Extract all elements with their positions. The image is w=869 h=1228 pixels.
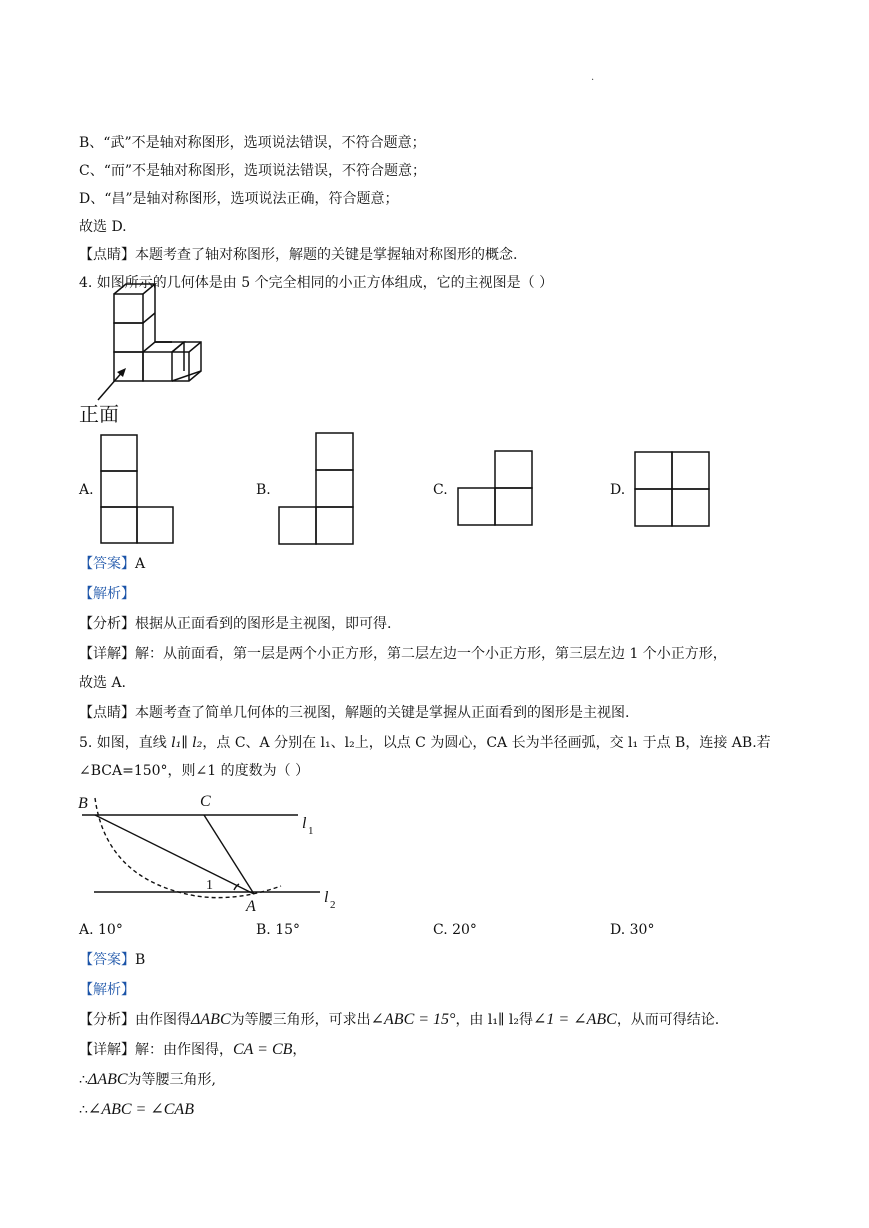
question-5-line2: ∠BCA=150°，则∠1 的度数为（ ） [79, 763, 310, 779]
label-l1-sub: 1 [308, 825, 314, 837]
xiangjie-tag: 【详解】 [79, 646, 135, 662]
fenxi-tag: 【分析】 [79, 1012, 135, 1028]
question-4: 4. 如图所示的几何体是由 5 个完全相同的小正方体组成，它的主视图是（ ） [79, 275, 554, 291]
math-expr: CA = CB [233, 1041, 293, 1058]
remark-text: 本题考查了轴对称图形，解题的关键是掌握轴对称图形的概念. [135, 247, 518, 263]
answer-tag: 【答案】 [79, 952, 135, 968]
option-b-figure [278, 432, 356, 546]
text-line: D、“昌”是轴对称图形，选项说法正确，符合题意； [79, 191, 399, 207]
analysis-tag: 【解析】 [79, 586, 135, 602]
option-d-label: D. [610, 482, 626, 498]
option-b-label: B. [256, 482, 271, 498]
fenxi-line [79, 1011, 719, 1029]
option-a-label: A. [79, 482, 94, 498]
text-line: 故选 A. [79, 675, 127, 691]
therefore-symbol: ∴ [79, 1072, 88, 1088]
label-l2-sub: 2 [330, 899, 336, 911]
answer-line [79, 555, 145, 573]
fenxi-text-c: ，由 l₁∥ l₂得 [455, 1012, 533, 1028]
q5-option-d: D. 30° [610, 922, 655, 938]
answer-tag: 【答案】 [79, 556, 135, 572]
q5-option-a: A. 10° [79, 922, 123, 938]
remark-line [79, 246, 517, 264]
fenxi-line [79, 615, 391, 633]
math-expr: ΔABC [191, 1011, 231, 1028]
q5-text-a: 5. 如图，直线 [79, 735, 172, 751]
remark-line [79, 704, 629, 722]
answer-line [79, 951, 145, 969]
label-a: A [246, 898, 256, 914]
fenxi-text-b: 为等腰三角形，可求出 [230, 1012, 371, 1028]
xiangjie-line [79, 645, 727, 663]
q5-text-c: ，点 C、A 分别在 l₁、l₂上，以点 C 为圆心，CA 长为半径画弧，交 l₁ 于点 B，连接 AB.若 [202, 735, 771, 751]
option-c-figure [456, 450, 536, 528]
remark-text: 本题考查了简单几何体的三视图，解题的关键是掌握从正面看到的图形是主视图. [135, 705, 630, 721]
fenxi-text: 根据从正面看到的图形是主视图，即可得. [135, 616, 392, 632]
label-c: C [200, 793, 211, 810]
answer-value: B [135, 952, 146, 968]
answer-value: A [135, 556, 146, 572]
option-d-figure [633, 451, 713, 529]
xiangjie-text: 解：从前面看，第一层是两个小正方形，第二层左边一个小正方形，第三层左边 1 个小正方形， [135, 646, 727, 662]
label-angle-1: 1 [206, 878, 213, 893]
question-5 [79, 734, 771, 752]
label-b: B [78, 795, 88, 812]
q5-option-b: B. 15° [256, 922, 301, 938]
q5-parallel: l₁∥ l₂ [171, 735, 203, 751]
option-a-figure [100, 434, 176, 544]
label-l1: l [302, 815, 307, 832]
remark-tag: 【点睛】 [79, 247, 135, 263]
remark-tag: 【点睛】 [79, 705, 135, 721]
q5-option-c: C. 20° [433, 922, 477, 938]
step-text: 为等腰三角形, [127, 1072, 216, 1088]
label-l2: l [324, 889, 329, 906]
step-line [79, 1071, 216, 1089]
xiangjie-text-a: 解：由作图得， [135, 1042, 233, 1058]
text-line: 故选 D. [79, 219, 127, 235]
math-expr: ΔABC [87, 1071, 128, 1088]
fenxi-tag: 【分析】 [79, 616, 135, 632]
option-c-label: C. [433, 482, 448, 498]
math-expr: ∠1 = ∠ABC [532, 1011, 617, 1028]
header-mark: . [591, 72, 595, 83]
fenxi-text-d: ，从而可得结论. [616, 1012, 720, 1028]
xiangjie-text-b: ， [292, 1042, 307, 1058]
analysis-line [79, 981, 135, 999]
front-label: 正面 [79, 402, 119, 426]
math-expr: ∠ABC = 15° [370, 1011, 456, 1028]
xiangjie-line [79, 1041, 306, 1059]
analysis-tag: 【解析】 [79, 982, 135, 998]
fenxi-text-a: 由作图得 [135, 1012, 191, 1028]
analysis-line [79, 585, 135, 603]
step-line [79, 1101, 194, 1119]
text-line: C、“而”不是轴对称图形，选项说法错误，不符合题意； [79, 163, 427, 179]
text-line: B、“武”不是轴对称图形，选项说法错误，不符合题意； [79, 135, 426, 151]
math-expr: ∠ABC = ∠CAB [87, 1101, 194, 1118]
xiangjie-tag: 【详解】 [79, 1042, 135, 1058]
geometry-figure [76, 790, 348, 914]
therefore-symbol: ∴ [79, 1102, 88, 1118]
cube-solid-figure [76, 282, 216, 402]
